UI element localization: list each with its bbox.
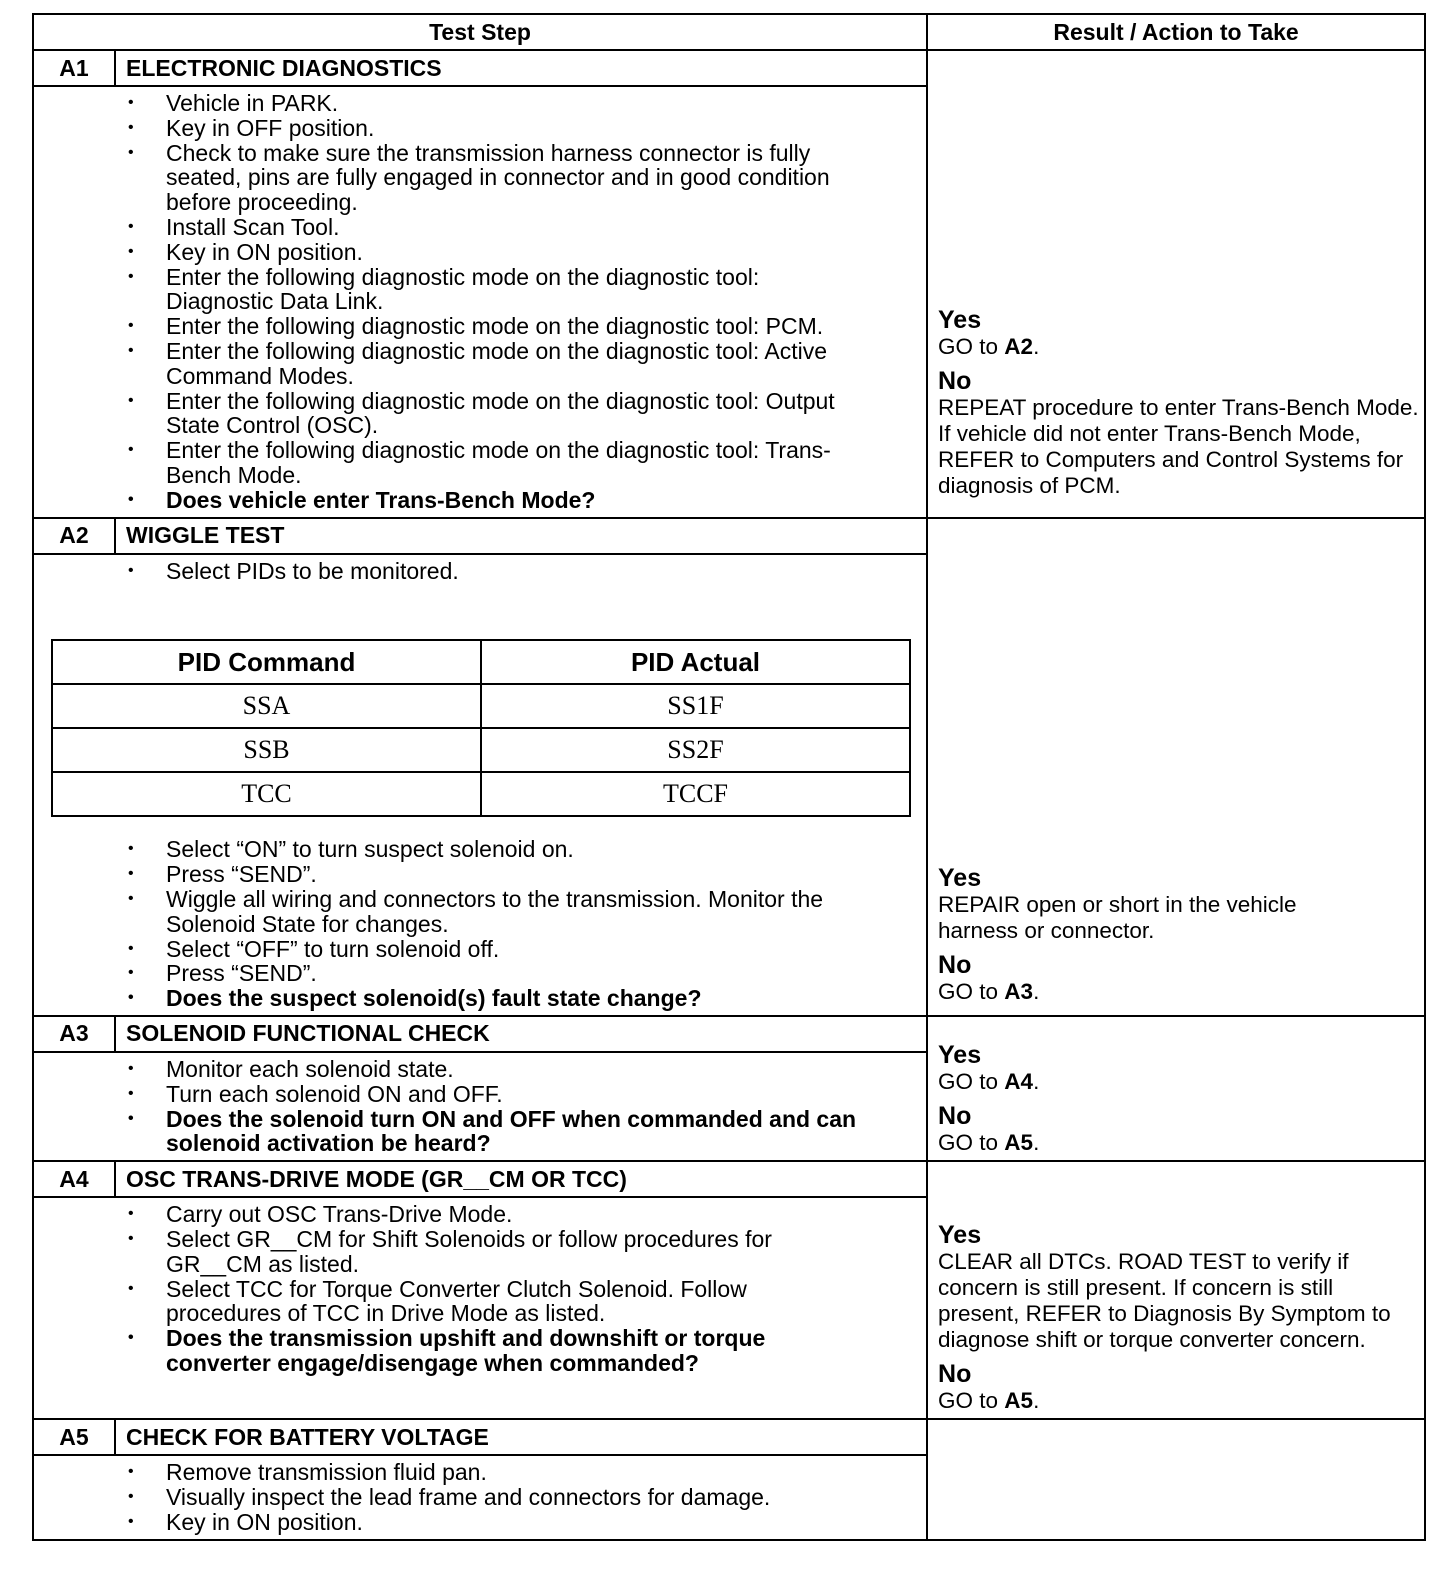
- step-bullet: • Enter the following diagnostic mode on the diagnostic tool: Output State Control (OSC).: [166, 389, 906, 439]
- pid-cell: SS1F: [481, 684, 910, 728]
- step-bullet: • Remove transmission fluid pan.: [166, 1460, 906, 1485]
- step-title: SOLENOID FUNCTIONAL CHECK: [115, 1016, 927, 1052]
- step-bullet: • Select “OFF” to turn solenoid off.: [166, 937, 906, 962]
- step-a4-result: [927, 1161, 1425, 1419]
- step-title: ELECTRONIC DIAGNOSTICS: [115, 50, 927, 86]
- step-a3-title-row: [33, 1016, 1425, 1052]
- step-bullet: • Key in ON position.: [166, 1510, 906, 1535]
- step-bullet: • Select “ON” to turn suspect solenoid on.: [166, 837, 906, 862]
- step-a3-body: [33, 1052, 927, 1161]
- step-a5-result: [927, 1419, 1425, 1539]
- result-yes-label: Yes: [938, 1041, 982, 1070]
- step-bullet: • Enter the following diagnostic mode on the diagnostic tool: PCM.: [166, 314, 906, 339]
- step-a1-result: [927, 50, 1425, 518]
- header-test-step: Test Step: [33, 14, 927, 50]
- step-title: OSC TRANS-DRIVE MODE (GR__CM OR TCC): [115, 1161, 927, 1197]
- step-a2-result: [927, 518, 1425, 1016]
- table-row: [52, 728, 910, 772]
- step-a1-body: [33, 86, 927, 518]
- result-yes-label: Yes: [938, 863, 982, 892]
- result-no-text: GO to A3.: [938, 978, 1040, 1004]
- step-ref: A2: [1004, 333, 1034, 359]
- step-id: A2: [33, 518, 115, 554]
- step-bullet: • Monitor each solenoid state.: [166, 1057, 906, 1082]
- step-question: • Does vehicle enter Trans-Bench Mode?: [166, 488, 906, 513]
- result-no-text: GO to A5.: [938, 1130, 1040, 1156]
- diagnostic-table-page: [32, 13, 1424, 1541]
- result-no-text: REPEAT procedure to enter Trans-Bench Mode. If vehicle did not enter Trans-Bench Mode, REFER to Computers and Control Systems for diagnosis of PCM.: [938, 394, 1419, 498]
- pid-cell: SSB: [52, 728, 481, 772]
- result-yes-text: REPAIR open or short in the vehicle harness or connector.: [938, 891, 1297, 943]
- step-id: A5: [33, 1419, 115, 1455]
- step-a4-body: [33, 1197, 927, 1419]
- result-no-label: No: [938, 1360, 972, 1389]
- step-a4-title-row: [33, 1161, 1425, 1197]
- step-ref: A4: [1004, 1069, 1034, 1095]
- result-no-label: No: [938, 1102, 972, 1131]
- step-bullet: • Carry out OSC Trans-Drive Mode.: [166, 1202, 906, 1227]
- step-title: WIGGLE TEST: [115, 518, 927, 554]
- step-ref: A5: [1004, 1388, 1034, 1414]
- step-bullet: • Select TCC for Torque Converter Clutch Solenoid. Follow procedures of TCC in Drive Mode as listed.: [166, 1277, 906, 1327]
- result-yes-text: GO to A2.: [938, 333, 1040, 359]
- step-question: • Does the transmission upshift and downshift or torque converter engage/disengage when commanded?: [166, 1326, 906, 1376]
- step-bullet: • Install Scan Tool.: [166, 215, 906, 240]
- pid-cell: TCC: [52, 772, 481, 816]
- step-bullet: • Select PIDs to be monitored.: [166, 559, 906, 584]
- table-row: [52, 772, 910, 816]
- step-ref: A3: [1004, 978, 1034, 1004]
- result-no-text: GO to A5.: [938, 1388, 1040, 1414]
- step-a5-bullets: [34, 1460, 926, 1534]
- step-bullet: • Enter the following diagnostic mode on the diagnostic tool: Active Command Modes.: [166, 339, 906, 389]
- step-bullet: • Check to make sure the transmission harness connector is fully seated, pins are fully engaged in connector and in good condition before proceeding.: [166, 141, 906, 215]
- step-question: • Does the solenoid turn ON and OFF when commanded and can solenoid activation be heard?: [166, 1107, 906, 1157]
- step-bullet: • Wiggle all wiring and connectors to the transmission. Monitor the Solenoid State for changes.: [166, 887, 906, 937]
- step-bullet: • Select GR__CM for Shift Solenoids or follow procedures for GR__CM as listed.: [166, 1227, 906, 1277]
- pid-cell: SSA: [52, 684, 481, 728]
- step-a2-pre-bullets: [34, 559, 926, 584]
- step-a1-title-row: [33, 50, 1425, 86]
- step-bullet: • Enter the following diagnostic mode on the diagnostic tool: Diagnostic Data Link.: [166, 265, 906, 315]
- diagnostic-test-table: [32, 13, 1426, 1541]
- step-a4-bullets: [34, 1202, 926, 1376]
- pid-table-header: [52, 640, 910, 684]
- pid-cell: TCCF: [481, 772, 910, 816]
- result-yes-text: GO to A4.: [938, 1069, 1040, 1095]
- header-result-action: Result / Action to Take: [927, 14, 1425, 50]
- table-row: [52, 684, 910, 728]
- result-no-label: No: [938, 950, 972, 979]
- step-bullet: • Visually inspect the lead frame and connectors for damage.: [166, 1485, 906, 1510]
- result-no-label: No: [938, 366, 972, 395]
- step-a3-result: [927, 1016, 1425, 1161]
- step-question: • Does the suspect solenoid(s) fault state change?: [166, 986, 906, 1011]
- pid-table: [51, 639, 911, 817]
- result-yes-label: Yes: [938, 305, 982, 334]
- step-a2-bullets: [34, 837, 926, 1011]
- step-bullet: • Press “SEND”.: [166, 862, 906, 887]
- table-header-row: [33, 14, 1425, 50]
- step-id: A1: [33, 50, 115, 86]
- step-bullet: • Key in OFF position.: [166, 116, 906, 141]
- step-ref: A5: [1004, 1130, 1034, 1156]
- pid-cell: SS2F: [481, 728, 910, 772]
- result-yes-text: CLEAR all DTCs. ROAD TEST to verify if concern is still present. If concern is still present, REFER to Diagnosis By Symptom to diagnose shift or torque converter concern.: [938, 1249, 1391, 1353]
- step-bullet: • Enter the following diagnostic mode on the diagnostic tool: Trans-Bench Mode.: [166, 438, 906, 488]
- pid-header-actual: PID Actual: [481, 640, 910, 684]
- step-a5-body: [33, 1455, 927, 1539]
- pid-header-command: PID Command: [52, 640, 481, 684]
- step-title: CHECK FOR BATTERY VOLTAGE: [115, 1419, 927, 1455]
- step-a2-title-row: [33, 518, 1425, 554]
- step-bullet: • Press “SEND”.: [166, 961, 906, 986]
- step-a2-body: [33, 554, 927, 1016]
- step-bullet: • Turn each solenoid ON and OFF.: [166, 1082, 906, 1107]
- result-yes-label: Yes: [938, 1221, 982, 1250]
- step-a3-bullets: [34, 1057, 926, 1156]
- step-a1-bullets: [34, 91, 926, 513]
- step-id: A4: [33, 1161, 115, 1197]
- step-bullet: • Key in ON position.: [166, 240, 906, 265]
- step-bullet: • Vehicle in PARK.: [166, 91, 906, 116]
- step-id: A3: [33, 1016, 115, 1052]
- step-a5-title-row: [33, 1419, 1425, 1455]
